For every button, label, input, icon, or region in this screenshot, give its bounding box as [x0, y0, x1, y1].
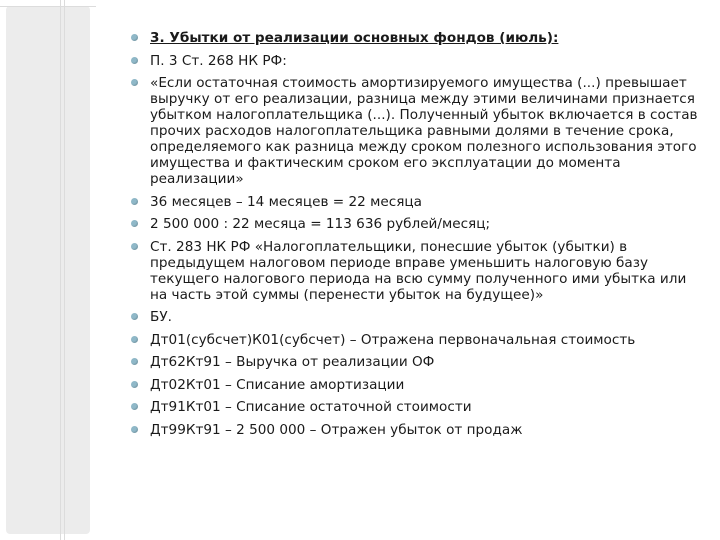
list-item-text: «Если остаточная стоимость амортизируемого имущества (...) превышает выручку от его реализации, разница между этими величинами признается убытком налогоплательщика (...). Полученный убыток включается в состав прочих расходов налогоплательщика равными долями в течение срока, определяемого как разница между сроком полезного использования этого имущества и фактическим сроком его эксплуатации до момента реализации» — [150, 75, 698, 187]
heading-text: 3. Убытки от реализации основных фондов (июль): — [150, 30, 559, 46]
list-item-text: 36 месяцев – 14 месяцев = 22 месяца — [150, 193, 422, 210]
list-item — [128, 354, 702, 370]
bullet-icon — [131, 220, 138, 227]
decorative-frame — [6, 6, 90, 534]
bullet-icon — [131, 57, 138, 64]
list-item — [128, 216, 702, 232]
bullet-icon — [131, 198, 138, 205]
list-item — [128, 194, 702, 210]
list-item — [128, 53, 702, 69]
list-item-text: Дт62Кт91 – Выручка от реализации ОФ — [150, 354, 435, 370]
list-item-text: Дт91Кт01 – Списание остаточной стоимости — [150, 399, 472, 415]
list-item — [128, 332, 702, 348]
bullet-icon — [131, 313, 138, 320]
decorative-line — [0, 6, 96, 7]
bullet-icon — [131, 403, 138, 410]
list-item-text: Дт99Кт91 – 2 500 000 – Отражен убыток от продаж — [150, 421, 523, 438]
list-item — [128, 399, 702, 415]
bullet-icon — [131, 336, 138, 343]
bullet-icon — [131, 243, 138, 250]
list-item-text: П. 3 Ст. 268 НК РФ: — [150, 52, 287, 69]
list-item-text: 2 500 000 : 22 месяца = 113 636 рублей/месяц; — [150, 216, 491, 232]
decorative-line — [64, 0, 65, 540]
list-item-text: Дт02Кт01 – Списание амортизации — [150, 376, 405, 393]
list-item — [128, 422, 702, 438]
bullet-icon — [131, 79, 138, 86]
decorative-line — [60, 0, 61, 540]
slide-heading — [128, 30, 702, 46]
bullet-icon — [131, 34, 138, 41]
list-item — [128, 377, 702, 393]
bullet-icon — [131, 426, 138, 433]
bullet-icon — [131, 358, 138, 365]
list-item-text: БУ. — [150, 309, 172, 325]
list-item — [128, 309, 702, 325]
list-item — [128, 75, 702, 187]
list-item-text: Ст. 283 НК РФ «Налогоплательщики, понесшие убыток (убытки) в предыдущем налоговом периоде вправе уменьшить налоговую базу текущего налогового периода на всю сумму полученного ими убытка или на часть этой суммы (перенести убыток на будущее)» — [150, 238, 687, 303]
list-item-text: Дт01(субсчет)К01(субсчет) – Отражена первоначальная стоимость — [150, 331, 636, 348]
bullet-icon — [131, 381, 138, 388]
list-item — [128, 239, 702, 303]
slide-body — [128, 30, 702, 438]
